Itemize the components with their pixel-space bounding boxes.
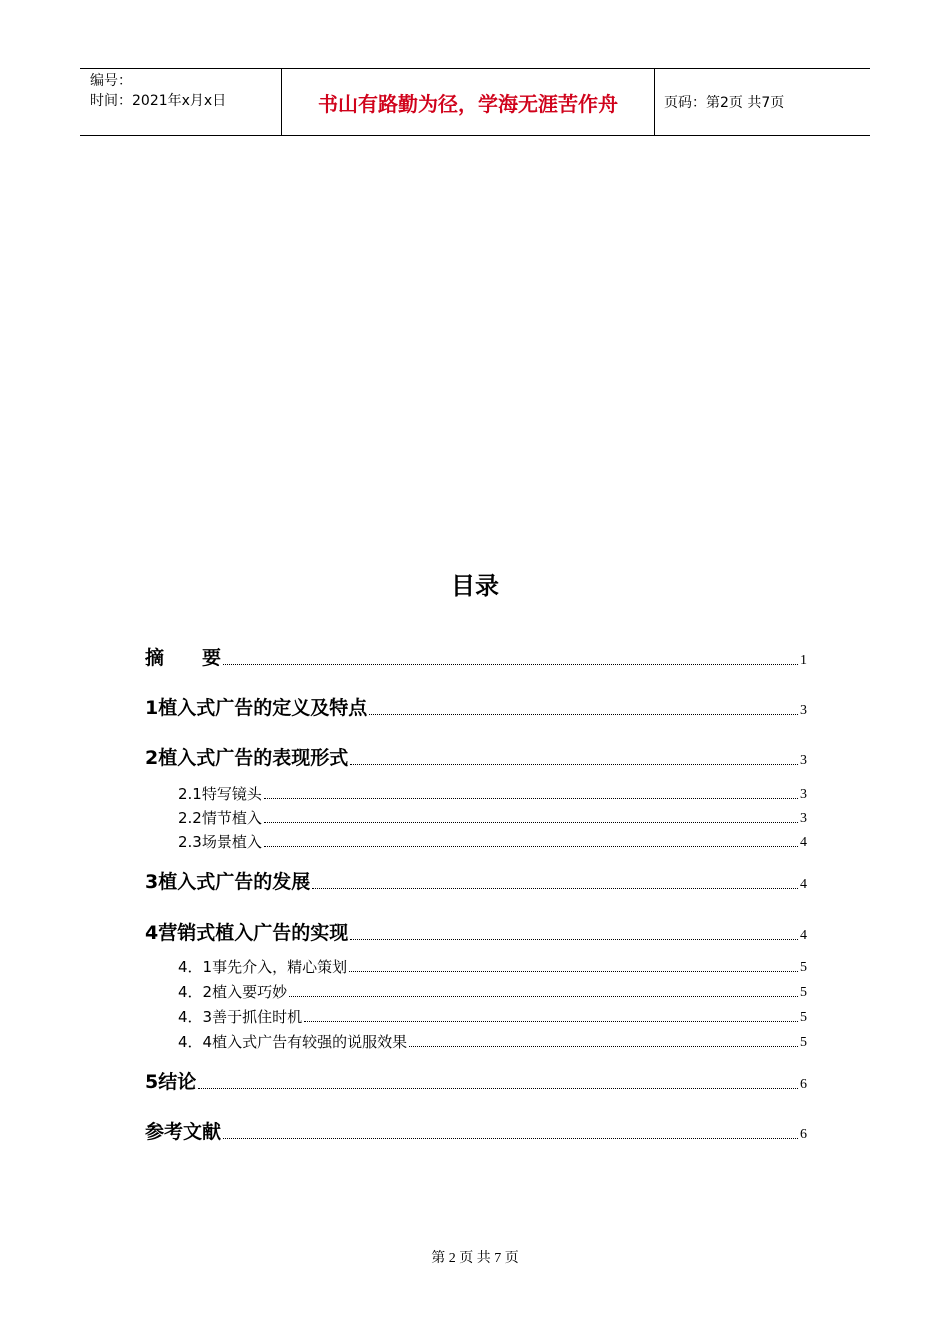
toc-entry-label: 4．4植入式广告有较强的说服效果 xyxy=(178,1033,408,1051)
toc-leader-dots xyxy=(350,763,798,765)
toc-entry xyxy=(178,832,807,852)
toc-entry-page: 6 xyxy=(800,1127,807,1142)
toc-entry-label: 4营销式植入广告的实现 xyxy=(145,922,349,944)
toc-entry xyxy=(145,1118,807,1144)
toc-entry xyxy=(178,808,807,828)
toc-entry-label: 2植入式广告的表现形式 xyxy=(145,747,349,769)
toc-leader-dots xyxy=(409,1045,798,1047)
header-meta xyxy=(80,69,281,135)
toc-entry-page: 1 xyxy=(800,653,807,668)
toc-leader-dots xyxy=(223,1137,798,1139)
toc-entry xyxy=(145,744,807,770)
toc-entry xyxy=(178,957,807,977)
toc-entry xyxy=(178,1032,807,1052)
toc-entry-label: 摘 要 xyxy=(145,647,222,669)
toc-entry-page: 4 xyxy=(800,835,807,850)
document-header xyxy=(80,68,870,136)
toc-leader-dots xyxy=(223,663,798,665)
toc-entry-label: 1植入式广告的定义及特点 xyxy=(145,697,368,719)
toc-entry-page: 5 xyxy=(800,960,807,975)
toc-entry-page: 6 xyxy=(800,1077,807,1092)
toc-leader-dots xyxy=(198,1087,798,1089)
toc-entry xyxy=(145,644,807,670)
toc-entry-label: 2.2情节植入 xyxy=(178,809,262,827)
toc-leader-dots xyxy=(350,938,798,940)
toc-entry-page: 3 xyxy=(800,703,807,718)
header-motto: 书山有路勤为径，学海无涯苦作舟 xyxy=(281,69,655,135)
toc-leader-dots xyxy=(264,797,798,799)
toc-entry xyxy=(145,919,807,945)
toc-leader-dots xyxy=(349,970,798,972)
toc-entry-label: 2.1特写镜头 xyxy=(178,785,262,803)
toc-leader-dots xyxy=(369,713,798,715)
toc-entry-label: 参考文献 xyxy=(145,1121,222,1143)
toc-leader-dots xyxy=(312,887,798,889)
toc-entry-page: 5 xyxy=(800,985,807,1000)
toc-entry-label: 5结论 xyxy=(145,1071,197,1093)
toc-entry xyxy=(145,868,807,894)
toc-entry-page: 4 xyxy=(800,877,807,892)
page-footer: 第 2 页 共 7 页 xyxy=(431,1251,519,1266)
toc-entry-label: 4．1事先介入，精心策划 xyxy=(178,958,348,976)
time-label: 时间：2021年x月x日 xyxy=(90,93,227,109)
number-label: 编号： xyxy=(90,73,132,89)
toc-entry-page: 3 xyxy=(800,811,807,826)
toc-entry-label: 4．3善于抓住时机 xyxy=(178,1008,303,1026)
header-page-info: 页码：第2页 共7页 xyxy=(664,95,785,111)
toc-entry-page: 5 xyxy=(800,1010,807,1025)
toc-leader-dots xyxy=(289,995,798,997)
toc-entry-page: 3 xyxy=(800,787,807,802)
toc-entry-page: 4 xyxy=(800,928,807,943)
toc-leader-dots xyxy=(304,1020,798,1022)
toc-entry-page: 5 xyxy=(800,1035,807,1050)
toc-title: 目录 xyxy=(451,572,499,600)
toc-entry xyxy=(178,784,807,804)
toc-entry-label: 3植入式广告的发展 xyxy=(145,871,311,893)
toc-leader-dots xyxy=(264,845,798,847)
toc-entry xyxy=(178,1007,807,1027)
toc-entry-page: 3 xyxy=(800,753,807,768)
toc-entry xyxy=(145,1068,807,1094)
toc-entry xyxy=(145,694,807,720)
toc-entry-label: 2.3场景植入 xyxy=(178,833,262,851)
toc-entry-label: 4．2植入要巧妙 xyxy=(178,983,288,1001)
toc-leader-dots xyxy=(264,821,798,823)
toc-entry xyxy=(178,982,807,1002)
